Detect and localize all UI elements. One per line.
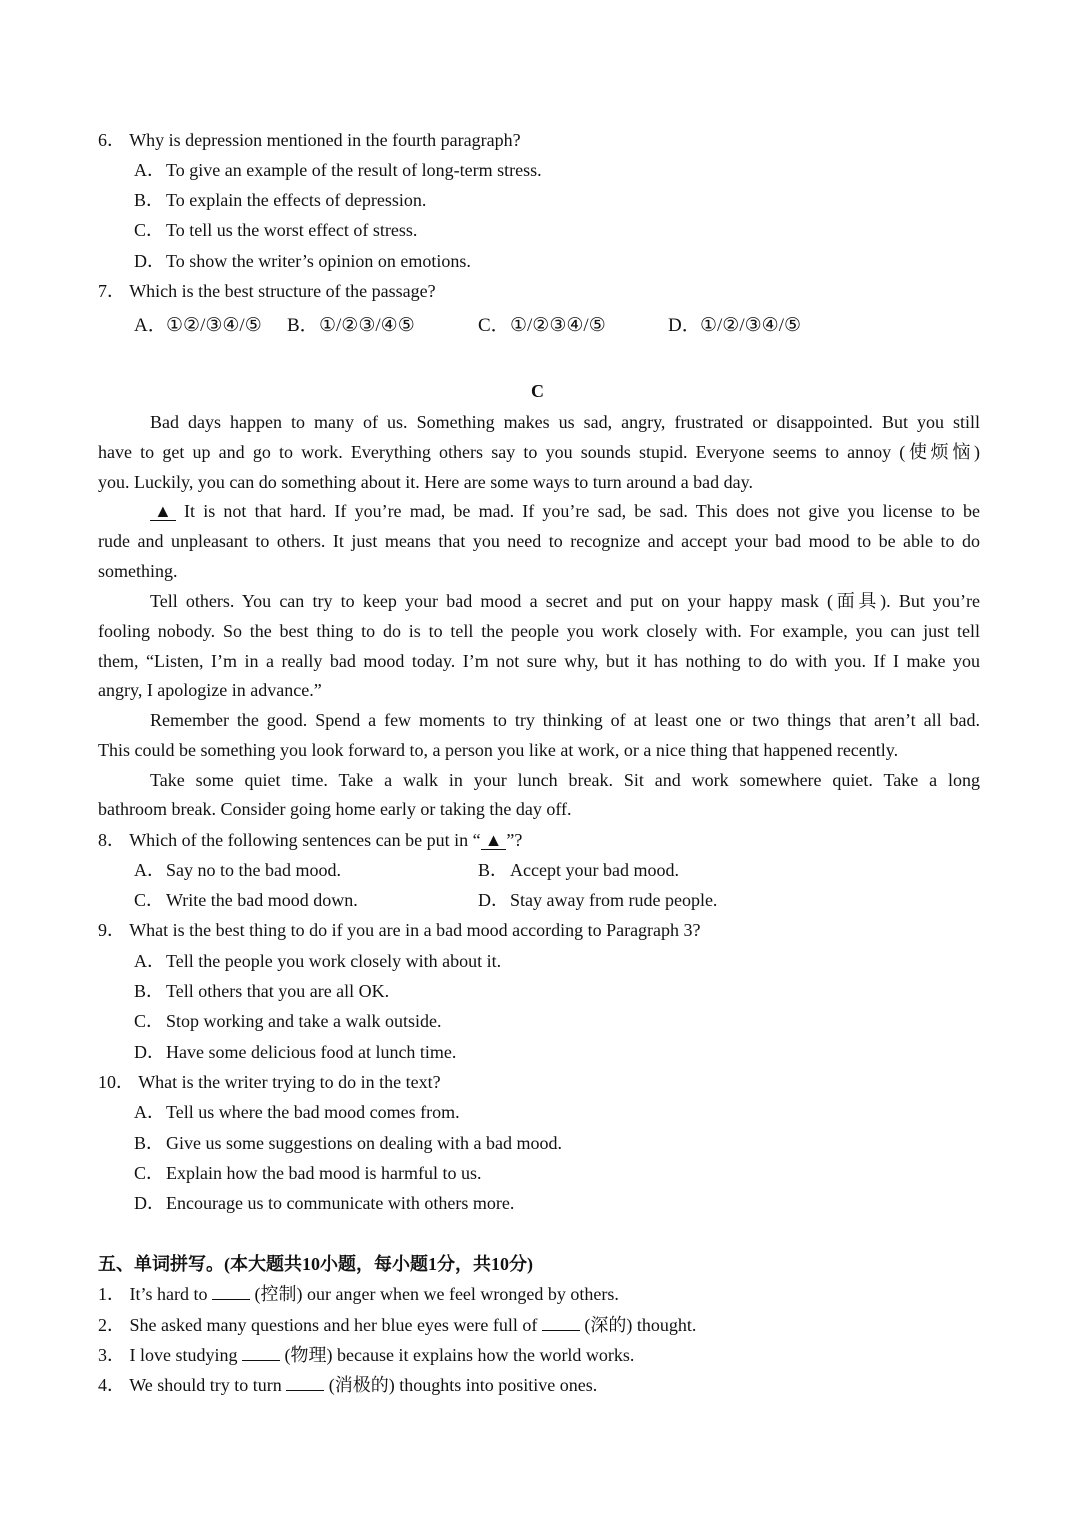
answer-blank[interactable] <box>542 1316 580 1331</box>
option-letter: D． <box>134 1193 165 1213</box>
q6-option-a <box>134 159 542 181</box>
question-text-end: ”? <box>506 830 523 850</box>
passage-line: them, “Listen, I’m in a really bad mood today. I’m not sure why, but it has nothing to do with you. If I make you <box>98 651 980 671</box>
option-text: Encourage us to communicate with others more. <box>166 1193 515 1213</box>
item-hint: (深的) <box>584 1315 633 1335</box>
question-number: 6． <box>98 130 125 150</box>
item-text-after: thought. <box>636 1315 697 1335</box>
question-8 <box>98 829 522 851</box>
answer-blank[interactable] <box>212 1285 250 1300</box>
option-letter: D． <box>134 251 165 271</box>
q7-option-d <box>668 315 801 337</box>
option-letter: D． <box>668 315 701 336</box>
option-text: Have some delicious food at lunch time. <box>166 1042 457 1062</box>
option-text: To give an example of the result of long-term stress. <box>166 160 542 180</box>
passage-line: have to get up and go to work. Everything others say to you sounds stupid. Everyone seems to annoy (使烦恼) <box>98 442 980 462</box>
question-number: 9． <box>98 920 125 940</box>
q10-option-d <box>134 1192 514 1214</box>
question-number: 10． <box>98 1072 134 1092</box>
option-text: Tell us where the bad mood comes from. <box>166 1102 460 1122</box>
passage-line-with-blank <box>150 500 980 522</box>
passage-line: fooling nobody. So the best thing to do is to tell the people you work closely with. For example, you can just tell <box>98 621 980 641</box>
option-text: Give us some suggestions on dealing with a bad mood. <box>166 1133 562 1153</box>
question-number: 7． <box>98 281 125 301</box>
question-text: Which of the following sentences can be put in “ <box>129 830 481 850</box>
item-text-before: I love studying <box>129 1345 238 1365</box>
option-text: Tell the people you work closely with about it. <box>166 951 502 971</box>
option-letter: B． <box>134 190 165 210</box>
item-text-before: She asked many questions and her blue eyes were full of <box>129 1315 538 1335</box>
blank-marker: ▲ <box>150 502 176 521</box>
passage-line: rude and unpleasant to others. It just means that you need to recognize and accept your bad mood to be able to do <box>98 531 980 551</box>
q6-option-d <box>134 250 471 272</box>
option-text: Write the bad mood down. <box>166 890 358 910</box>
spelling-item-3 <box>98 1344 634 1366</box>
q7-option-a <box>134 315 262 337</box>
blank-marker: ▲ <box>481 831 507 850</box>
question-9 <box>98 919 701 941</box>
option-text: Accept your bad mood. <box>510 860 679 880</box>
question-text: What is the writer trying to do in the text? <box>138 1072 441 1092</box>
item-number: 1． <box>98 1284 125 1304</box>
question-10 <box>98 1071 441 1093</box>
item-text-after: because it explains how the world works. <box>337 1345 635 1365</box>
question-number: 8． <box>98 830 125 850</box>
passage-line: angry, I apologize in advance.” <box>98 680 322 700</box>
q8-option-b <box>478 859 679 881</box>
passage-line: something. <box>98 561 178 581</box>
option-text: Stay away from rude people. <box>510 890 718 910</box>
question-7 <box>98 280 436 302</box>
q10-option-b <box>134 1132 562 1154</box>
q7-option-c <box>478 315 606 337</box>
option-letter: A． <box>134 160 165 180</box>
item-text-before: We should try to turn <box>129 1375 282 1395</box>
passage-line: Take some quiet time. Take a walk in your lunch break. Sit and work somewhere quiet. Take a long <box>150 770 980 790</box>
passage-line: Remember the good. Spend a few moments to try thinking of at least one or two things that aren’t all bad. <box>150 710 980 730</box>
option-letter: A． <box>134 315 167 336</box>
option-text: To explain the effects of depression. <box>166 190 427 210</box>
q8-option-c <box>134 889 358 911</box>
q10-option-c <box>134 1162 481 1184</box>
item-text-after: our anger when we feel wronged by others. <box>307 1284 619 1304</box>
option-letter: C． <box>134 1011 165 1031</box>
spelling-item-1 <box>98 1283 619 1305</box>
item-hint: (物理) <box>284 1345 333 1365</box>
option-text: ①/②/③④/⑤ <box>700 315 802 336</box>
passage-line-text: It is not that hard. If you’re mad, be mad. If you’re sad, be sad. This does not give you license to be <box>184 501 981 521</box>
option-letter: C． <box>134 890 165 910</box>
passage-heading: C <box>531 381 544 401</box>
option-letter: B． <box>134 981 165 1001</box>
q9-option-d <box>134 1041 456 1063</box>
q10-option-a <box>134 1101 460 1123</box>
option-text: To show the writer’s opinion on emotions. <box>166 251 471 271</box>
question-text: Why is depression mentioned in the fourth paragraph? <box>129 130 521 150</box>
item-text-before: It’s hard to <box>129 1284 208 1304</box>
spelling-item-2 <box>98 1314 696 1336</box>
item-number: 2． <box>98 1315 125 1335</box>
item-number: 3． <box>98 1345 125 1365</box>
passage-line: you. Luckily, you can do something about it. Here are some ways to turn around a bad day. <box>98 472 753 492</box>
item-hint: (消极的) <box>328 1375 395 1395</box>
option-text: Explain how the bad mood is harmful to us. <box>166 1163 482 1183</box>
question-6 <box>98 129 521 151</box>
option-letter: D． <box>134 1042 165 1062</box>
option-letter: A． <box>134 951 165 971</box>
option-letter: B． <box>287 315 319 336</box>
answer-blank[interactable] <box>286 1376 324 1391</box>
option-text: ①/②③④/⑤ <box>510 315 606 336</box>
option-text: Say no to the bad mood. <box>166 860 341 880</box>
q6-option-c <box>134 219 417 241</box>
option-text: Tell others that you are all OK. <box>166 981 390 1001</box>
item-number: 4． <box>98 1375 125 1395</box>
q9-option-c <box>134 1010 441 1032</box>
q7-option-b <box>287 315 415 337</box>
passage-line: bathroom break. Consider going home early or taking the day off. <box>98 799 572 819</box>
q8-option-a <box>134 859 341 881</box>
spelling-item-4 <box>98 1374 597 1396</box>
q9-option-b <box>134 980 389 1002</box>
option-letter: B． <box>478 860 509 880</box>
passage-line: This could be something you look forward to, a person you like at work, or a nice thing that happened recently. <box>98 740 899 760</box>
option-letter: B． <box>134 1133 165 1153</box>
option-text: To tell us the worst effect of stress. <box>166 220 418 240</box>
passage-line: Tell others. You can try to keep your bad mood a secret and put on your happy mask (面具). But you’re <box>150 591 980 611</box>
question-text: Which is the best structure of the passage? <box>129 281 436 301</box>
question-text: What is the best thing to do if you are in a bad mood according to Paragraph 3? <box>129 920 701 940</box>
option-letter: A． <box>134 860 165 880</box>
item-hint: (控制) <box>254 1284 303 1304</box>
option-letter: D． <box>478 890 509 910</box>
option-letter: C． <box>134 220 165 240</box>
q8-option-d <box>478 889 717 911</box>
item-text-after: thoughts into positive ones. <box>399 1375 598 1395</box>
option-text: ①/②③/④⑤ <box>319 315 415 336</box>
q6-option-b <box>134 189 426 211</box>
answer-blank[interactable] <box>242 1346 280 1361</box>
q9-option-a <box>134 950 501 972</box>
passage-line: Bad days happen to many of us. Something makes us sad, angry, frustrated or disappointed. But you still <box>150 412 980 432</box>
option-letter: A． <box>134 1102 165 1122</box>
option-text: ①②/③④/⑤ <box>166 315 262 336</box>
option-letter: C． <box>134 1163 165 1183</box>
option-text: Stop working and take a walk outside. <box>166 1011 442 1031</box>
option-letter: C． <box>478 315 510 336</box>
section-title: 五、单词拼写。(本大题共10小题，每小题1分，共10分) <box>98 1254 533 1274</box>
